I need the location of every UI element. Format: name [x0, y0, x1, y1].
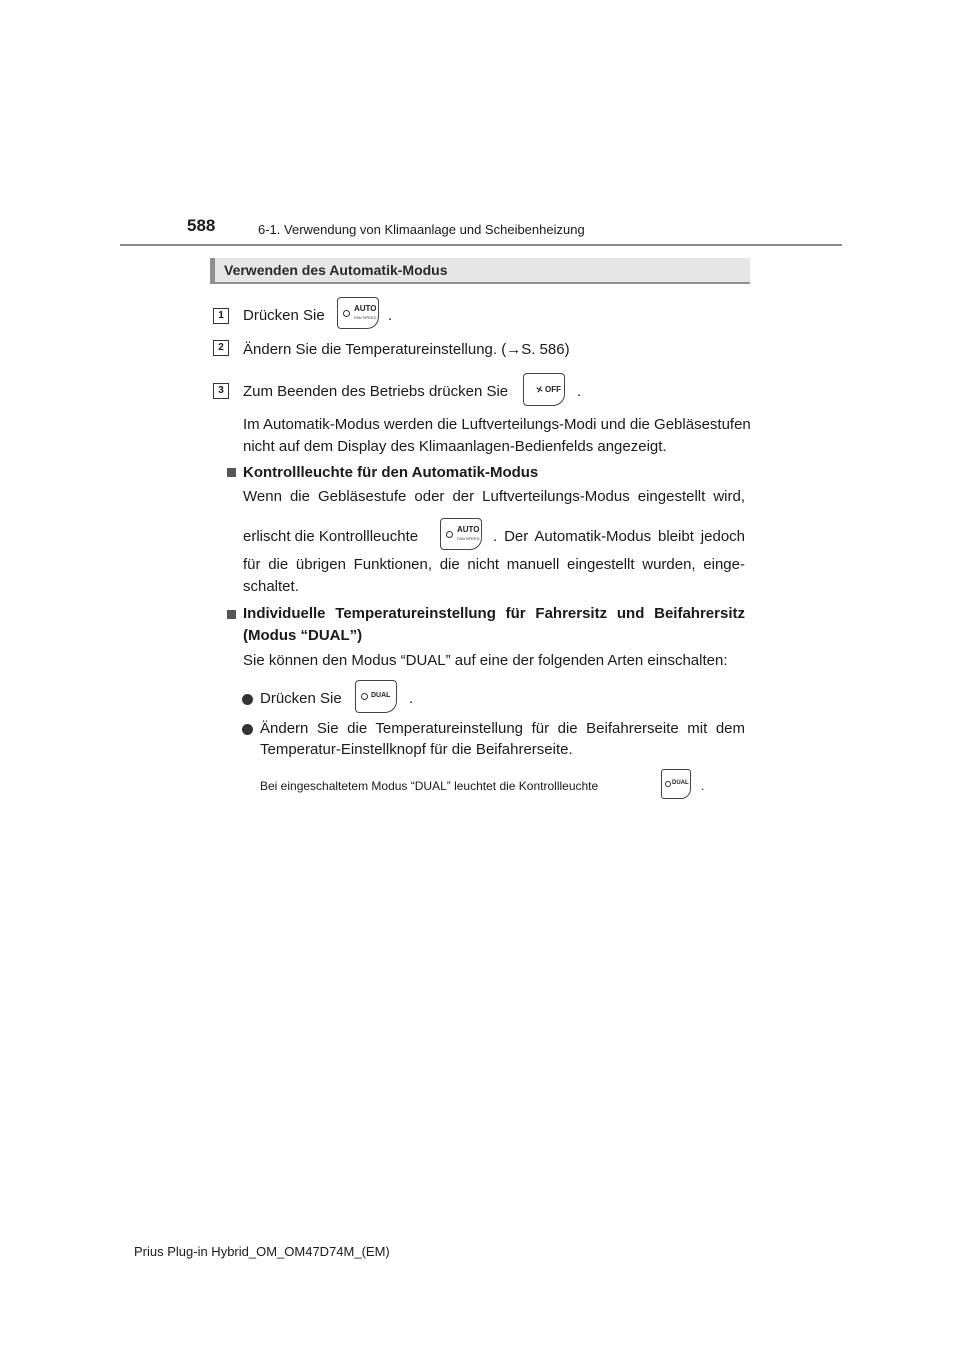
auto-button-label: AUTO: [354, 304, 377, 313]
indicator-line-2-end: . Der Automatik-Modus bleibt jedoch: [493, 528, 745, 545]
dual-note-period: .: [701, 779, 705, 793]
indicator-line-1: Wenn die Gebläsestufe oder der Luftverteilungs-Modus eingestellt wird,: [243, 488, 745, 505]
dual-button-label: DUAL: [672, 780, 689, 786]
dual-bullet-1-text: Drücken Sie: [260, 690, 342, 707]
dual-heading-line-1: Individuelle Temperatureinstellung für Fahrersitz und Beifahrersitz: [243, 605, 745, 622]
indicator-line-3: für die übrigen Funktionen, die nicht manuell eingestellt wurden, einge-: [243, 556, 745, 573]
auto-button-icon: [337, 297, 379, 329]
auto-button-icon: [440, 518, 482, 550]
indicator-led-icon: [361, 693, 368, 700]
dual-intro: Sie können den Modus “DUAL” auf eine der folgenden Arten einschalten:: [243, 652, 728, 669]
step-number-1: 1: [213, 308, 229, 324]
off-button-label: OFF: [545, 385, 561, 394]
indicator-led-icon: [665, 781, 671, 787]
step-number-3: 3: [213, 383, 229, 399]
step-1-text: Drücken Sie: [243, 307, 325, 324]
indicator-heading: Kontrollleuchte für den Automatik-Modus: [243, 464, 539, 481]
round-bullet-icon: [242, 724, 253, 735]
section-title: Verwenden des Automatik-Modus: [224, 262, 448, 278]
dual-button-label: DUAL: [371, 692, 391, 699]
square-bullet-icon: [227, 610, 236, 619]
dual-bullet-2-line-2: Temperatur-Einstellknopf für die Beifahrerseite.: [260, 741, 573, 758]
indicator-line-4: schaltet.: [243, 578, 299, 595]
step-3-period: .: [577, 383, 582, 400]
section-path: 6-1. Verwendung von Klimaanlage und Scheibenheizung: [258, 222, 585, 237]
intro-line-1: Im Automatik-Modus werden die Luftverteilungs-Modi und die Gebläsestufen: [243, 416, 751, 433]
intro-line-2: nicht auf dem Display des Klimaanlagen-Bedienfelds angezeigt.: [243, 438, 667, 455]
dual-bullet-2-line-1: Ändern Sie die Temperatureinstellung für die Beifahrerseite mit dem: [260, 720, 745, 737]
fan-icon: [535, 385, 544, 394]
auto-button-label: AUTO: [457, 525, 480, 534]
square-bullet-icon: [227, 468, 236, 477]
fan-off-button-icon: [523, 373, 565, 406]
step-number-2: 2: [213, 340, 229, 356]
indicator-led-icon: [446, 531, 453, 538]
section-heading-bar: [210, 258, 750, 284]
dual-heading-line-2: (Modus “DUAL”): [243, 627, 363, 644]
dual-note: Bei eingeschaltetem Modus “DUAL” leuchtet die Kontrollleuchte: [260, 779, 599, 793]
round-bullet-icon: [242, 694, 253, 705]
dual-button-icon: [355, 680, 397, 713]
step-3-text: Zum Beenden des Betriebs drücken Sie: [243, 383, 509, 400]
auto-button-sublabel: FAN SPEED: [457, 536, 480, 541]
header-rule: [120, 244, 842, 246]
footer-document-id: Prius Plug-in Hybrid_OM_OM47D74M_(EM): [134, 1244, 390, 1259]
indicator-led-icon: [343, 310, 350, 317]
step-1-period: .: [388, 307, 393, 324]
page-number: 588: [187, 216, 216, 235]
indicator-line-2-start: erlischt die Kontrollleuchte: [243, 528, 419, 545]
dual-bullet-1-period: .: [409, 690, 414, 707]
heading-accent: [210, 258, 215, 284]
step-2-text: Ändern Sie die Temperatureinstellung. (→S. 586): [243, 341, 570, 358]
dual-button-icon: [661, 769, 691, 799]
auto-button-sublabel: FAN SPEED: [354, 315, 377, 320]
